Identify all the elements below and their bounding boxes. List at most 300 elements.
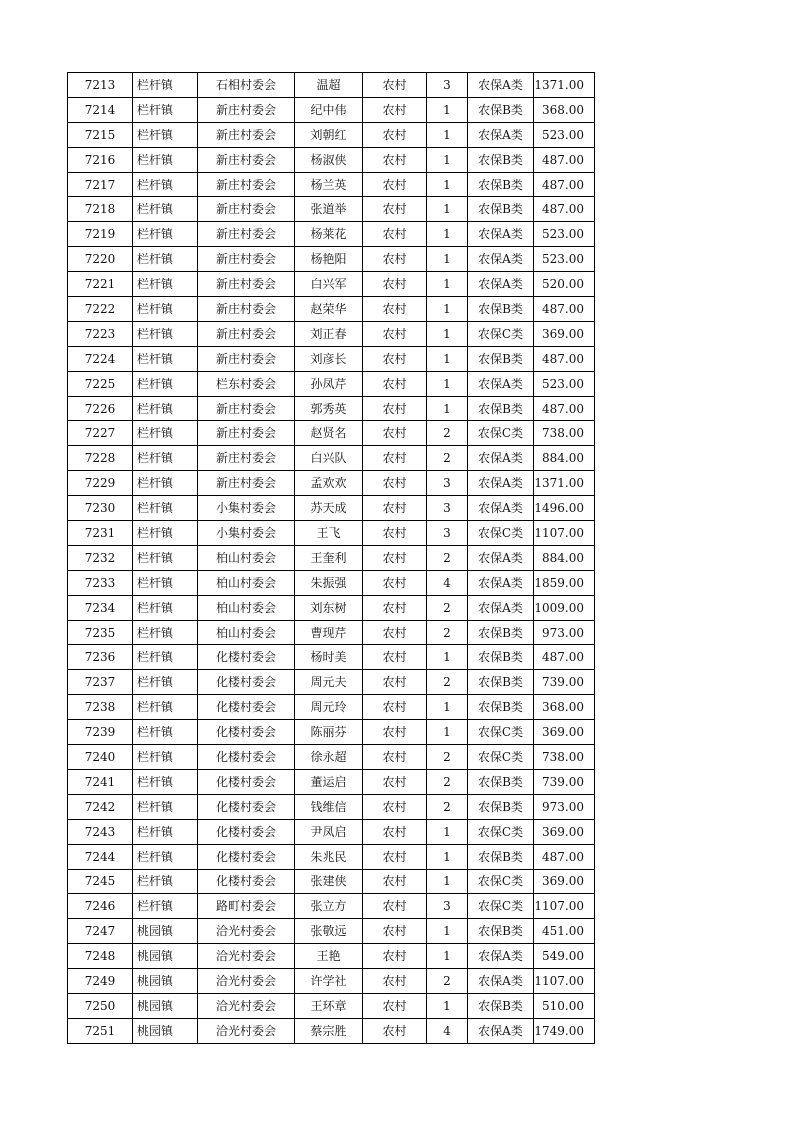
amount-cell: 487.00 (534, 844, 595, 869)
record-id-cell: 7217 (68, 172, 133, 197)
person-count-cell: 2 (427, 620, 468, 645)
amount-cell: 1107.00 (534, 521, 595, 546)
table-row (68, 745, 595, 770)
household-type-cell: 农村 (363, 421, 427, 446)
town-cell: 栏杆镇 (133, 769, 198, 794)
person-count-cell: 2 (427, 769, 468, 794)
town-cell: 栏杆镇 (133, 570, 198, 595)
person-count-cell: 3 (427, 521, 468, 546)
amount-cell: 523.00 (534, 122, 595, 147)
household-type-cell: 农村 (363, 446, 427, 471)
household-type-cell: 农村 (363, 819, 427, 844)
name-cell: 钱维信 (295, 794, 363, 819)
table-row (68, 545, 595, 570)
household-type-cell: 农村 (363, 346, 427, 371)
name-cell: 杨兰英 (295, 172, 363, 197)
table-body (68, 73, 595, 1044)
amount-cell: 523.00 (534, 371, 595, 396)
amount-cell: 369.00 (534, 321, 595, 346)
insurance-category-cell: 农保A类 (468, 446, 534, 471)
amount-cell: 487.00 (534, 147, 595, 172)
household-type-cell: 农村 (363, 869, 427, 894)
town-cell: 栏杆镇 (133, 645, 198, 670)
insurance-category-cell: 农保A类 (468, 944, 534, 969)
village-cell: 化楼村委会 (198, 720, 295, 745)
name-cell: 张立方 (295, 894, 363, 919)
person-count-cell: 3 (427, 73, 468, 98)
insurance-category-cell: 农保B类 (468, 645, 534, 670)
town-cell: 栏杆镇 (133, 695, 198, 720)
insurance-category-cell: 农保A类 (468, 471, 534, 496)
insurance-category-cell: 农保A类 (468, 73, 534, 98)
village-cell: 新庄村委会 (198, 446, 295, 471)
record-id-cell: 7235 (68, 620, 133, 645)
village-cell: 化楼村委会 (198, 794, 295, 819)
record-id-cell: 7231 (68, 521, 133, 546)
person-count-cell: 1 (427, 944, 468, 969)
household-type-cell: 农村 (363, 844, 427, 869)
village-cell: 新庄村委会 (198, 247, 295, 272)
insurance-category-cell: 农保B类 (468, 695, 534, 720)
amount-cell: 738.00 (534, 745, 595, 770)
name-cell: 刘彦长 (295, 346, 363, 371)
village-cell: 新庄村委会 (198, 346, 295, 371)
person-count-cell: 1 (427, 321, 468, 346)
table-row (68, 919, 595, 944)
insurance-category-cell: 农保A类 (468, 595, 534, 620)
name-cell: 张道举 (295, 197, 363, 222)
person-count-cell: 1 (427, 720, 468, 745)
insurance-category-cell: 农保C类 (468, 421, 534, 446)
village-cell: 化楼村委会 (198, 869, 295, 894)
household-type-cell: 农村 (363, 769, 427, 794)
table-row (68, 944, 595, 969)
name-cell: 孙凤芹 (295, 371, 363, 396)
table-row (68, 421, 595, 446)
name-cell: 纪中伟 (295, 97, 363, 122)
village-cell: 新庄村委会 (198, 147, 295, 172)
village-cell: 新庄村委会 (198, 421, 295, 446)
name-cell: 朱兆民 (295, 844, 363, 869)
person-count-cell: 2 (427, 794, 468, 819)
insurance-category-cell: 农保B类 (468, 197, 534, 222)
record-id-cell: 7246 (68, 894, 133, 919)
amount-cell: 1859.00 (534, 570, 595, 595)
household-type-cell: 农村 (363, 1018, 427, 1043)
town-cell: 栏杆镇 (133, 272, 198, 297)
table-row (68, 521, 595, 546)
name-cell: 陈丽芬 (295, 720, 363, 745)
record-id-cell: 7239 (68, 720, 133, 745)
amount-cell: 510.00 (534, 993, 595, 1018)
name-cell: 苏天成 (295, 496, 363, 521)
person-count-cell: 2 (427, 446, 468, 471)
household-type-cell: 农村 (363, 545, 427, 570)
insurance-category-cell: 农保B类 (468, 297, 534, 322)
record-id-cell: 7218 (68, 197, 133, 222)
table-row (68, 147, 595, 172)
person-count-cell: 1 (427, 97, 468, 122)
town-cell: 栏杆镇 (133, 819, 198, 844)
household-type-cell: 农村 (363, 944, 427, 969)
town-cell: 栏杆镇 (133, 745, 198, 770)
village-cell: 新庄村委会 (198, 97, 295, 122)
table-row (68, 769, 595, 794)
town-cell: 桃园镇 (133, 969, 198, 994)
table-row (68, 670, 595, 695)
person-count-cell: 2 (427, 595, 468, 620)
person-count-cell: 1 (427, 819, 468, 844)
insurance-category-cell: 农保A类 (468, 247, 534, 272)
town-cell: 栏杆镇 (133, 446, 198, 471)
name-cell: 张建侠 (295, 869, 363, 894)
person-count-cell: 1 (427, 371, 468, 396)
village-cell: 新庄村委会 (198, 396, 295, 421)
insurance-category-cell: 农保B类 (468, 769, 534, 794)
table-row (68, 894, 595, 919)
name-cell: 周元玲 (295, 695, 363, 720)
table-row (68, 819, 595, 844)
amount-cell: 523.00 (534, 222, 595, 247)
household-type-cell: 农村 (363, 197, 427, 222)
insurance-category-cell: 农保A类 (468, 272, 534, 297)
village-cell: 化楼村委会 (198, 844, 295, 869)
person-count-cell: 1 (427, 396, 468, 421)
village-cell: 洽光村委会 (198, 969, 295, 994)
town-cell: 桃园镇 (133, 1018, 198, 1043)
town-cell: 栏杆镇 (133, 396, 198, 421)
record-id-cell: 7247 (68, 919, 133, 944)
person-count-cell: 1 (427, 272, 468, 297)
record-id-cell: 7236 (68, 645, 133, 670)
table-row (68, 222, 595, 247)
record-id-cell: 7237 (68, 670, 133, 695)
household-type-cell: 农村 (363, 471, 427, 496)
village-cell: 化楼村委会 (198, 670, 295, 695)
insurance-category-cell: 农保B类 (468, 97, 534, 122)
amount-cell: 1107.00 (534, 969, 595, 994)
person-count-cell: 2 (427, 969, 468, 994)
record-id-cell: 7243 (68, 819, 133, 844)
village-cell: 化楼村委会 (198, 645, 295, 670)
record-id-cell: 7248 (68, 944, 133, 969)
record-id-cell: 7241 (68, 769, 133, 794)
person-count-cell: 2 (427, 421, 468, 446)
name-cell: 王飞 (295, 521, 363, 546)
household-type-cell: 农村 (363, 570, 427, 595)
name-cell: 尹凤启 (295, 819, 363, 844)
village-cell: 洽光村委会 (198, 993, 295, 1018)
record-id-cell: 7244 (68, 844, 133, 869)
household-type-cell: 农村 (363, 297, 427, 322)
record-id-cell: 7250 (68, 993, 133, 1018)
household-type-cell: 农村 (363, 97, 427, 122)
village-cell: 栏东村委会 (198, 371, 295, 396)
record-id-cell: 7221 (68, 272, 133, 297)
amount-cell: 523.00 (534, 247, 595, 272)
village-cell: 洽光村委会 (198, 1018, 295, 1043)
person-count-cell: 1 (427, 869, 468, 894)
village-cell: 柏山村委会 (198, 545, 295, 570)
name-cell: 赵荣华 (295, 297, 363, 322)
town-cell: 栏杆镇 (133, 197, 198, 222)
town-cell: 栏杆镇 (133, 421, 198, 446)
village-cell: 洽光村委会 (198, 919, 295, 944)
insurance-category-cell: 农保B类 (468, 844, 534, 869)
town-cell: 桃园镇 (133, 993, 198, 1018)
town-cell: 栏杆镇 (133, 297, 198, 322)
table-row (68, 969, 595, 994)
amount-cell: 487.00 (534, 297, 595, 322)
household-type-cell: 农村 (363, 695, 427, 720)
person-count-cell: 4 (427, 1018, 468, 1043)
town-cell: 栏杆镇 (133, 844, 198, 869)
amount-cell: 1107.00 (534, 894, 595, 919)
village-cell: 新庄村委会 (198, 471, 295, 496)
amount-cell: 368.00 (534, 97, 595, 122)
record-id-cell: 7224 (68, 346, 133, 371)
name-cell: 杨艳阳 (295, 247, 363, 272)
insurance-category-cell: 农保A类 (468, 570, 534, 595)
person-count-cell: 1 (427, 346, 468, 371)
household-type-cell: 农村 (363, 894, 427, 919)
record-id-cell: 7245 (68, 869, 133, 894)
town-cell: 栏杆镇 (133, 894, 198, 919)
amount-cell: 487.00 (534, 396, 595, 421)
table-row (68, 496, 595, 521)
village-cell: 新庄村委会 (198, 197, 295, 222)
record-id-cell: 7214 (68, 97, 133, 122)
table-row (68, 1018, 595, 1043)
record-id-cell: 7238 (68, 695, 133, 720)
town-cell: 栏杆镇 (133, 222, 198, 247)
amount-cell: 487.00 (534, 645, 595, 670)
household-type-cell: 农村 (363, 993, 427, 1018)
table-row (68, 869, 595, 894)
record-id-cell: 7229 (68, 471, 133, 496)
record-id-cell: 7227 (68, 421, 133, 446)
amount-cell: 739.00 (534, 670, 595, 695)
village-cell: 新庄村委会 (198, 172, 295, 197)
town-cell: 栏杆镇 (133, 247, 198, 272)
town-cell: 栏杆镇 (133, 346, 198, 371)
insurance-category-cell: 农保C类 (468, 869, 534, 894)
person-count-cell: 1 (427, 147, 468, 172)
name-cell: 许学社 (295, 969, 363, 994)
name-cell: 董运启 (295, 769, 363, 794)
person-count-cell: 3 (427, 894, 468, 919)
person-count-cell: 2 (427, 545, 468, 570)
village-cell: 小集村委会 (198, 521, 295, 546)
insurance-category-cell: 农保B类 (468, 172, 534, 197)
amount-cell: 369.00 (534, 869, 595, 894)
insurance-category-cell: 农保B类 (468, 794, 534, 819)
person-count-cell: 1 (427, 297, 468, 322)
person-count-cell: 1 (427, 844, 468, 869)
household-type-cell: 农村 (363, 272, 427, 297)
household-type-cell: 农村 (363, 794, 427, 819)
insurance-category-cell: 农保B类 (468, 346, 534, 371)
amount-cell: 451.00 (534, 919, 595, 944)
record-id-cell: 7251 (68, 1018, 133, 1043)
person-count-cell: 2 (427, 670, 468, 695)
household-type-cell: 农村 (363, 969, 427, 994)
name-cell: 王奎利 (295, 545, 363, 570)
town-cell: 栏杆镇 (133, 620, 198, 645)
record-id-cell: 7219 (68, 222, 133, 247)
town-cell: 栏杆镇 (133, 172, 198, 197)
name-cell: 张敬远 (295, 919, 363, 944)
insurance-category-cell: 农保C类 (468, 321, 534, 346)
table-row (68, 371, 595, 396)
village-cell: 石相村委会 (198, 73, 295, 98)
town-cell: 栏杆镇 (133, 794, 198, 819)
household-type-cell: 农村 (363, 645, 427, 670)
table-row (68, 346, 595, 371)
table-row (68, 993, 595, 1018)
table-row (68, 247, 595, 272)
record-id-cell: 7220 (68, 247, 133, 272)
insurance-category-cell: 农保B类 (468, 670, 534, 695)
insurance-category-cell: 农保B类 (468, 147, 534, 172)
village-cell: 路町村委会 (198, 894, 295, 919)
village-cell: 柏山村委会 (198, 570, 295, 595)
name-cell: 朱振强 (295, 570, 363, 595)
name-cell: 杨淑侠 (295, 147, 363, 172)
table-row (68, 73, 595, 98)
town-cell: 栏杆镇 (133, 371, 198, 396)
village-cell: 新庄村委会 (198, 321, 295, 346)
insurance-category-cell: 农保B类 (468, 396, 534, 421)
household-type-cell: 农村 (363, 745, 427, 770)
person-count-cell: 4 (427, 570, 468, 595)
table-row (68, 794, 595, 819)
table-row (68, 844, 595, 869)
person-count-cell: 1 (427, 645, 468, 670)
household-type-cell: 农村 (363, 496, 427, 521)
benefit-table (67, 72, 595, 1044)
household-type-cell: 农村 (363, 521, 427, 546)
insurance-category-cell: 农保C类 (468, 521, 534, 546)
amount-cell: 487.00 (534, 172, 595, 197)
amount-cell: 368.00 (534, 695, 595, 720)
table-row (68, 97, 595, 122)
name-cell: 郭秀英 (295, 396, 363, 421)
name-cell: 赵贤名 (295, 421, 363, 446)
record-id-cell: 7249 (68, 969, 133, 994)
town-cell: 栏杆镇 (133, 496, 198, 521)
village-cell: 化楼村委会 (198, 745, 295, 770)
record-id-cell: 7230 (68, 496, 133, 521)
name-cell: 白兴队 (295, 446, 363, 471)
person-count-cell: 1 (427, 222, 468, 247)
record-id-cell: 7232 (68, 545, 133, 570)
person-count-cell: 3 (427, 471, 468, 496)
name-cell: 杨莱花 (295, 222, 363, 247)
town-cell: 栏杆镇 (133, 545, 198, 570)
record-id-cell: 7242 (68, 794, 133, 819)
name-cell: 杨时美 (295, 645, 363, 670)
amount-cell: 369.00 (534, 819, 595, 844)
record-id-cell: 7222 (68, 297, 133, 322)
person-count-cell: 3 (427, 496, 468, 521)
amount-cell: 973.00 (534, 620, 595, 645)
insurance-category-cell: 农保C类 (468, 819, 534, 844)
person-count-cell: 2 (427, 745, 468, 770)
person-count-cell: 1 (427, 197, 468, 222)
town-cell: 栏杆镇 (133, 595, 198, 620)
amount-cell: 884.00 (534, 545, 595, 570)
village-cell: 化楼村委会 (198, 695, 295, 720)
household-type-cell: 农村 (363, 321, 427, 346)
record-id-cell: 7215 (68, 122, 133, 147)
household-type-cell: 农村 (363, 670, 427, 695)
town-cell: 栏杆镇 (133, 321, 198, 346)
record-id-cell: 7234 (68, 595, 133, 620)
name-cell: 周元夫 (295, 670, 363, 695)
village-cell: 化楼村委会 (198, 769, 295, 794)
person-count-cell: 1 (427, 122, 468, 147)
person-count-cell: 1 (427, 695, 468, 720)
record-id-cell: 7233 (68, 570, 133, 595)
town-cell: 栏杆镇 (133, 122, 198, 147)
amount-cell: 1749.00 (534, 1018, 595, 1043)
table-row (68, 197, 595, 222)
table-row (68, 645, 595, 670)
town-cell: 栏杆镇 (133, 73, 198, 98)
household-type-cell: 农村 (363, 147, 427, 172)
household-type-cell: 农村 (363, 620, 427, 645)
table-row (68, 396, 595, 421)
amount-cell: 549.00 (534, 944, 595, 969)
insurance-category-cell: 农保A类 (468, 222, 534, 247)
record-id-cell: 7216 (68, 147, 133, 172)
town-cell: 栏杆镇 (133, 147, 198, 172)
amount-cell: 1371.00 (534, 471, 595, 496)
table-row (68, 172, 595, 197)
name-cell: 温超 (295, 73, 363, 98)
name-cell: 刘正春 (295, 321, 363, 346)
amount-cell: 1009.00 (534, 595, 595, 620)
record-id-cell: 7240 (68, 745, 133, 770)
name-cell: 王环章 (295, 993, 363, 1018)
insurance-category-cell: 农保A类 (468, 496, 534, 521)
table-row (68, 321, 595, 346)
household-type-cell: 农村 (363, 222, 427, 247)
table-row (68, 695, 595, 720)
record-id-cell: 7228 (68, 446, 133, 471)
town-cell: 栏杆镇 (133, 471, 198, 496)
record-id-cell: 7225 (68, 371, 133, 396)
amount-cell: 739.00 (534, 769, 595, 794)
record-id-cell: 7213 (68, 73, 133, 98)
village-cell: 新庄村委会 (198, 222, 295, 247)
town-cell: 桃园镇 (133, 944, 198, 969)
insurance-category-cell: 农保C类 (468, 720, 534, 745)
household-type-cell: 农村 (363, 595, 427, 620)
insurance-category-cell: 农保A类 (468, 545, 534, 570)
insurance-category-cell: 农保A类 (468, 1018, 534, 1043)
insurance-category-cell: 农保A类 (468, 122, 534, 147)
town-cell: 栏杆镇 (133, 670, 198, 695)
insurance-category-cell: 农保A类 (468, 371, 534, 396)
village-cell: 新庄村委会 (198, 122, 295, 147)
insurance-category-cell: 农保B类 (468, 993, 534, 1018)
household-type-cell: 农村 (363, 919, 427, 944)
household-type-cell: 农村 (363, 172, 427, 197)
person-count-cell: 1 (427, 172, 468, 197)
record-id-cell: 7226 (68, 396, 133, 421)
